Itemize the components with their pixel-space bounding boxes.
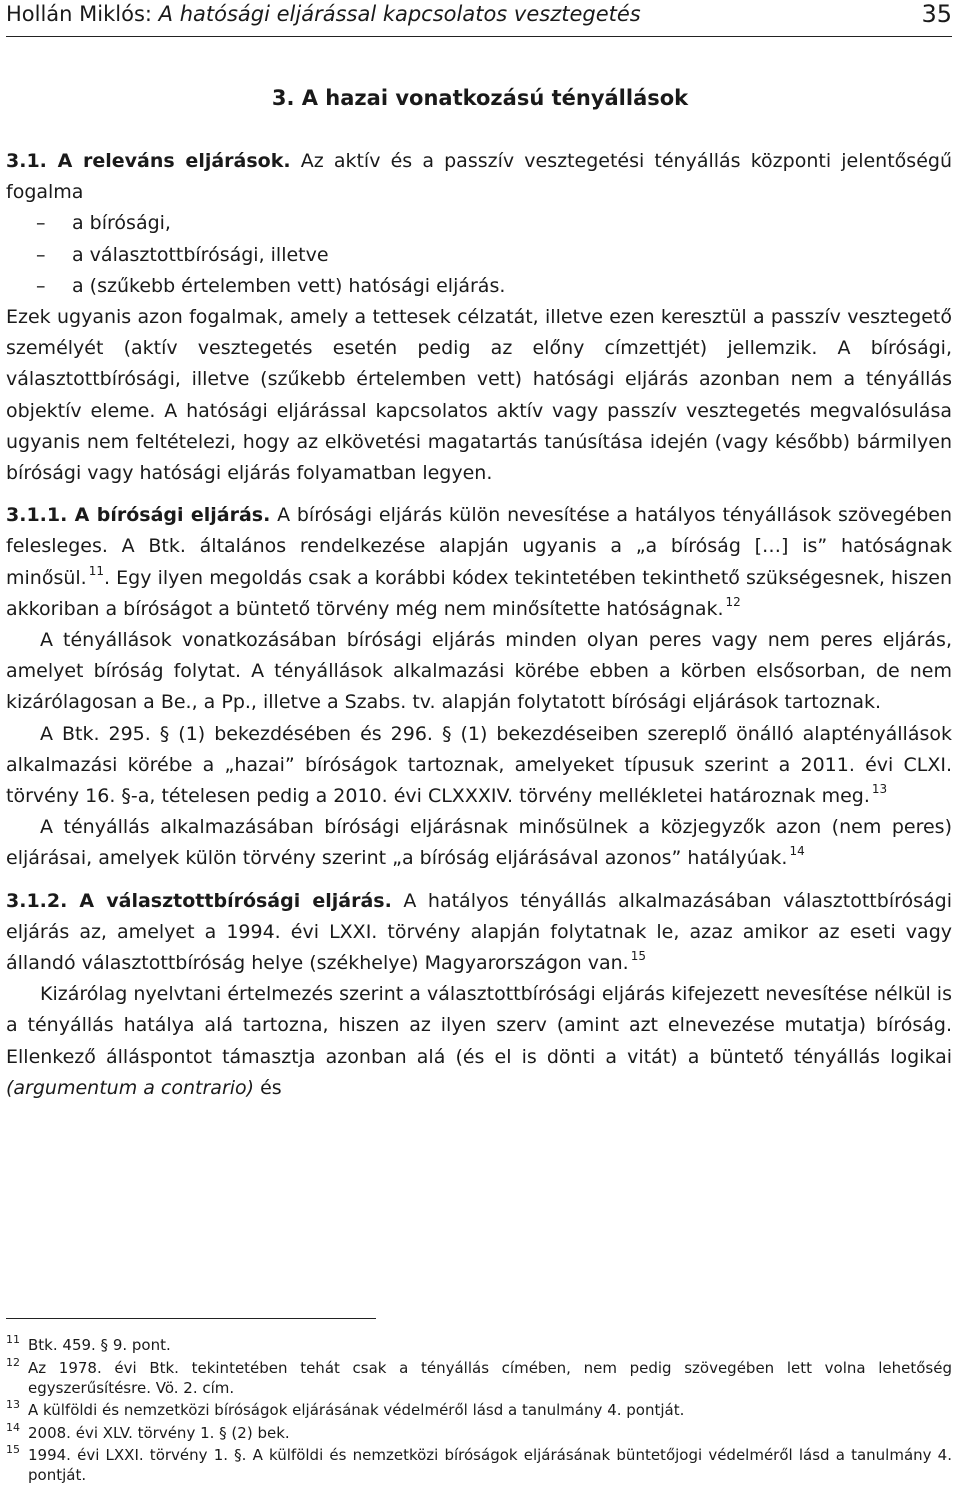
footnote-text: Az 1978. évi Btk. tekintetében tehát csak a tényállás címében, nem pedig szövegében lett volna lehetőség egyszerűsítésre. Vö. 2. cím. [28,1358,952,1397]
footnote-rule [6,1318,376,1319]
list-item [36,271,952,302]
list-item-label: a (szűkebb értelemben vett) hatósági eljárás. [72,274,506,297]
footnote [6,1445,952,1485]
page-header [6,0,952,40]
section-3-1-2-heading: 3.1.2. A választottbírósági eljárás. [6,889,392,912]
footnote-number: 11 [6,1333,20,1346]
footnote-ref-12[interactable]: 12 [725,594,741,609]
intro-text: Az aktív és a passzív vesztegetési tényállás központi jelentőségű fogalma [6,150,952,204]
running-title [6,2,641,26]
intro-heading: 3.1. A releváns eljárások. [6,150,291,172]
section-3-1-1-text-a: A bírósági eljárás külön nevesítése a hatályos tényállások szövegében felesleges. A Btk. általános rendelkezése alapján ugyanis a „a bíróság […] is” hatóságnak minősül. [6,504,952,589]
section-3-1-1 [6,500,952,625]
paragraph-5 [6,979,952,1104]
section-3-1-2 [6,886,952,980]
paragraph-4 [6,812,952,874]
section-title: 3. A hazai vonatkozású tényállások [271,86,689,110]
footnote-text: 2008. évi XLV. törvény 1. § (2) bek. [28,1423,290,1442]
footnote-number: 13 [6,1398,20,1412]
section-3-1-2-text: A hatályos tényállás alkalmazásában választottbírósági eljárás az, amelyet a 1994. évi LXXI. törvény alapján folytatnak le, azaz amikor az eseti vagy állandó választottbíróság helye (székhelye) Magyarországon van. [6,889,952,975]
footnote-number: 12 [6,1355,20,1369]
dash-bullet: – [36,243,46,266]
dash-bullet: – [36,274,46,297]
footnote [6,1400,952,1420]
paragraph-3 [6,719,952,813]
footnote-ref-14[interactable]: 14 [789,844,805,859]
list-item [36,208,952,239]
header-title: A hatósági eljárással kapcsolatos vesztegetés [158,2,641,26]
paragraph-5-text-b: és [254,1076,282,1099]
footnote-ref-15[interactable]: 15 [630,949,646,964]
paragraph-1: Ezek ugyanis azon fogalmak, amely a tettesek célzatát, illetve ezen keresztül a passzív vesztegető személyét (aktív vesztegetés esetén pedig az előny címzettjét) jellemzik. A bírósági, választottbírósági, illetve (szűkebb értelemben vett) hatósági eljárás azonban nem a tényállás objektív eleme. A hatósági eljárással kapcsolatos aktív vagy passzív vesztegetés megvalósulása ugyanis nem feltételezi, hogy az elkövetési magatartás tanúsítása idején (vagy később) bármilyen bírósági vagy hatósági eljárás folyamatban legyen. [6,306,952,485]
footnotes [6,1335,952,1488]
footnote-ref-11[interactable]: 11 [88,563,104,578]
paragraph-3-text: A Btk. 295. § (1) bekezdésében és 296. § (1) bekezdéseiben szereplő önálló alaptényállások alkalmazási körébe a „hazai” bíróságok tartoznak, amelyeket típusuk szerint a 2011. évi CLXI. törvény 16. §-a, tételesen pedig a 2010. évi CLXXXIV. törvény mellékletei határoznak meg. [6,722,952,808]
section-3-1-1-text-b: . Egy ilyen megoldás csak a korábbi kódex tekintetében tekinthető szükségesnek, hiszen akkoriban a bíróságot a büntető törvény még nem minősítette hatóságnak. [6,566,952,620]
footnote [6,1420,952,1443]
footnote-number: 14 [6,1420,20,1434]
section-3-1-1-heading: 3.1.1. A bírósági eljárás. [6,504,271,527]
list-item-label: a bírósági, [72,212,171,235]
footnote [6,1355,952,1398]
paragraph-4-text: A tényállás alkalmazásában bírósági eljárásnak minősülnek a közjegyzők azon (nem peres) eljárásai, amelyek külön törvény szerint „a bíróság eljárásával azonos” hatályúak. [6,816,952,870]
footnote-ref-13[interactable]: 13 [871,782,888,797]
header-author: Hollán Miklós: [6,2,159,26]
paragraph-5-text-a: Kizárólag nyelvtani értelmezés szerint a választottbírósági eljárás kifejezett nevesítése nélkül is a tényállás hatálya alá tartozna, hiszen az ilyen szerv (amint azt elnevezése mutatja) bíróság. Ellenkező álláspontot támasztja azonban alá (és el is dönti a vitát) a büntető tényállás logikai [6,983,952,1068]
dash-bullet: – [36,212,46,235]
header-rule [6,36,952,37]
footnote-number: 15 [6,1443,20,1457]
intro-paragraph [6,146,952,208]
footnote-text: Btk. 459. § 9. pont. [28,1336,171,1354]
paragraph-2: A tényállások vonatkozásában bírósági eljárás minden olyan peres vagy nem peres eljárás, amelyet bíróság folytat. A tényállások alkalmazási körébe ebben a körben elsősorban, de nem kizárólagosan a Be., a Pp., illetve a Szabs. tv. alapján folytatott bírósági eljárások tartoznak. [6,629,952,714]
paragraph-5-italic: (argumentum a contrario) [6,1076,255,1099]
procedure-list [6,208,952,302]
footnote [6,1335,952,1355]
page-number: 35 [921,0,952,28]
list-item-label: a választottbírósági, illetve [72,243,329,266]
footnote-text: A külföldi és nemzetközi bíróságok eljárásának védelméről lásd a tanulmány 4. pontját. [28,1401,685,1420]
list-item [36,240,952,271]
footnote-text: 1994. évi LXXI. törvény 1. §. A külföldi és nemzetközi bíróságok eljárásának büntetőjogi védelméről lásd a tanulmány 4. pontját. [28,1446,952,1485]
body-text [6,146,952,1104]
